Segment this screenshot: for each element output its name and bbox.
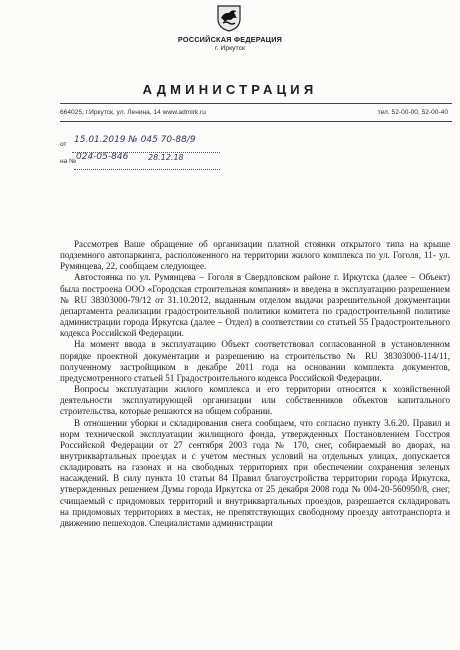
- paragraph: Вопросы эксплуатации жилого комплекса и его территории относятся к хозяйственной деятельности эксплуатирующей организации или собственников объектов капитального строительства, которые решаются на общем собрании.: [60, 384, 450, 417]
- paragraph: На момент ввода в эксплуатацию Объект соответствовал согласованной в установленном порядке проектной документации и разрешению на строительство № RU 38303000-114/11, полученному застройщиком в декабре 2011 года на основании комплекта документов, предусмотренного статьей 51 Градостроительного кодекса Российской Федерации.: [60, 339, 450, 383]
- incoming-date-handwritten: 28.12.18: [148, 153, 184, 162]
- city-name: г. Иркутск: [215, 45, 245, 52]
- paragraph: В отношении уборки и складирования снега сообщаем, что согласно пункту 3.6.20. Правил и норм технической эксплуатации жилищного фонда, утвержденных Постановлением Госстроя Российской Федерации от 27 сентября 2003 года № 170, снег, собираемый во дворах, на внутриквартальных проездах и с учетом местных условий на отдельных улицах, допускается складировать на газонах и на свободных территориях при обеспечении сохранения зеленых насаждений. В силу пункта 10 статьи 84 Правил благоустройства территории города Иркутска, утвержденных решением Думы города Иркутска от 25 декабря 2008 года № 004-20-560950/8, снег, счищаемый с придомовых территорий и внутриквартальных проездов, разрешается складировать на придомовых территориях в местах, не препятствующих свободному проезду автотранспорта и движению пешеходов. Специалистами администрации: [60, 417, 450, 528]
- paragraph: Автостоянка по ул. Румянцева – Гоголя в Свердловском районе г. Иркутска (далее – Объект) была построена ООО «Городская строительная компания» и введена в эксплуатацию разрешением № RU 38303000-79/12 от 31.10.2012, выданным отделом выдачи разрешительной документации департамента реализации градостроительной политики комитета по градостроительной политике администрации города Иркутска (далее – Отдел) в соответствии со статьей 55 Градостроительного кодекса Российской Федерации.: [60, 272, 450, 339]
- paragraph: Рассмотрев Ваше обращение об организации платной стоянки открытого типа на крыше подземного автопаркинга, расположенного на территории жилого комплекса по ул. Гоголя, 11- ул. Румянцева, 22, сообщаем следующее.: [60, 239, 450, 272]
- coat-of-arms-icon: [214, 3, 244, 33]
- letter-body: [60, 239, 450, 529]
- header-divider-top: [60, 103, 452, 104]
- incoming-label: на №: [60, 158, 77, 165]
- outgoing-label: от: [60, 141, 67, 148]
- phone-line: тел. 52-00-00, 52-00-40: [377, 109, 448, 116]
- incoming-handwritten: 024-05-846: [76, 152, 129, 162]
- organization-title: АДМИНИСТРАЦИЯ: [142, 82, 318, 97]
- country-name: РОССИЙСКАЯ ФЕДЕРАЦИЯ: [177, 35, 283, 44]
- outgoing-handwritten: 15.01.2019 № 045 70-88/9: [74, 135, 196, 145]
- incoming-underline: [74, 169, 220, 170]
- address-line: 664025, г.Иркутск, ул. Ленина, 14 www.admirk.ru: [60, 109, 206, 116]
- header-divider-bottom: [60, 121, 452, 122]
